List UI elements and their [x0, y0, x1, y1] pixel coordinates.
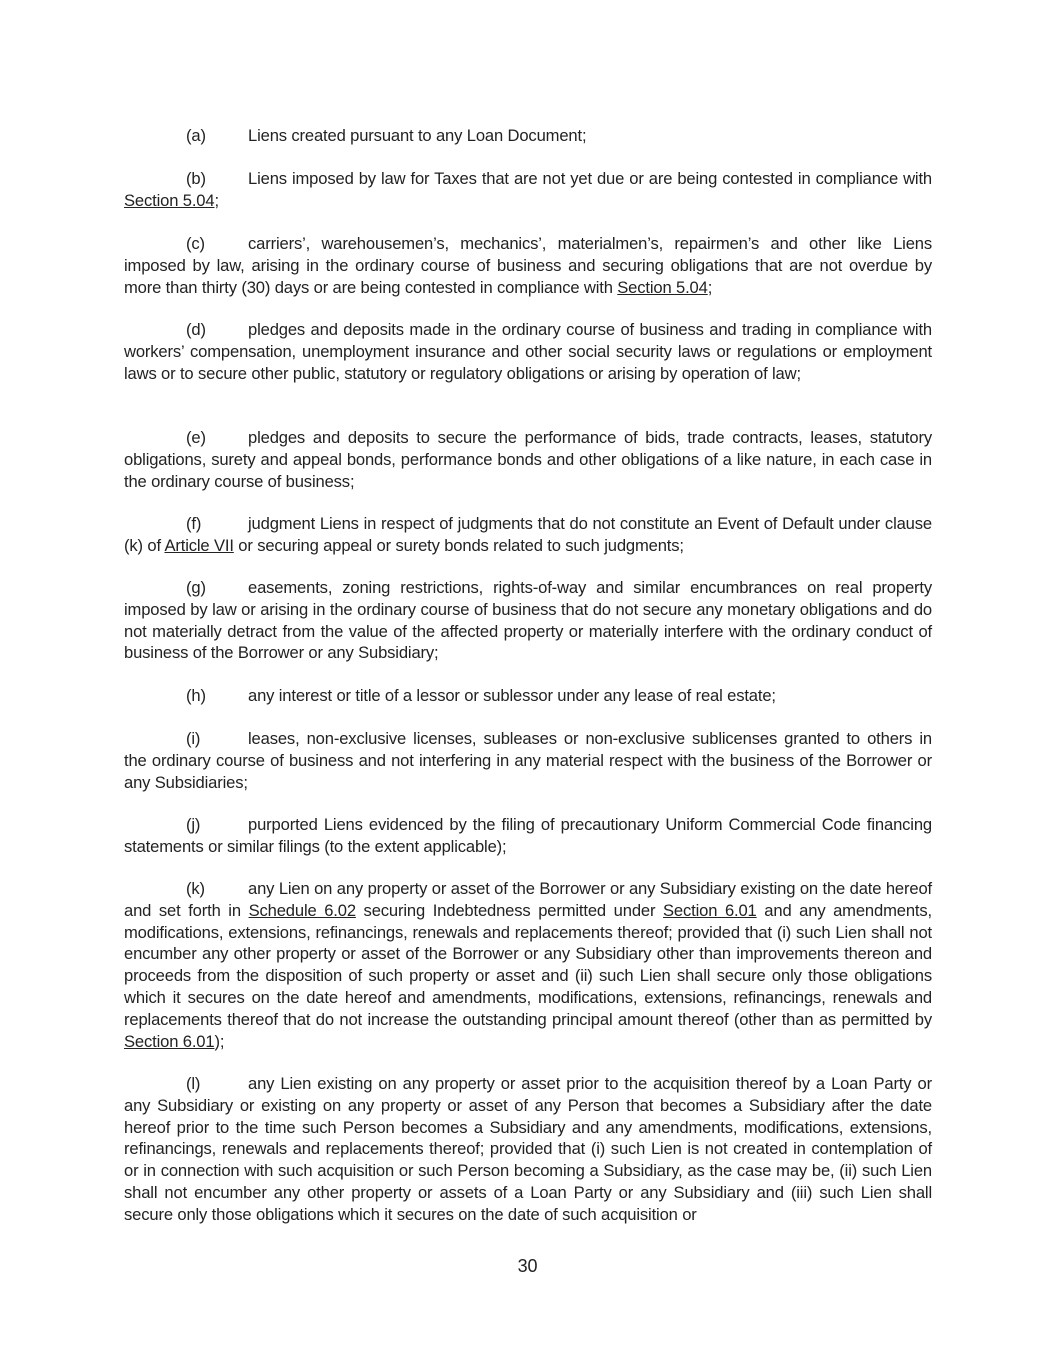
- clause-label: (e): [186, 428, 206, 447]
- clause-j: (j) purported Liens evidenced by the filing of precautionary Uniform Commercial Code financing statements or similar filings (to the extent applicable);: [124, 815, 932, 856]
- clause-b: (b) Liens imposed by law for Taxes that are not yet due or are being contested in compliance with Section 5.04;: [124, 169, 932, 210]
- section-5-04-reference[interactable]: Section 5.04: [124, 190, 215, 210]
- clause-label: (b): [186, 169, 206, 188]
- section-6-01-reference[interactable]: Section 6.01: [124, 1031, 215, 1051]
- section-5-04-reference[interactable]: Section 5.04: [617, 277, 708, 297]
- clause-label: (g): [186, 578, 206, 597]
- article-vii-reference[interactable]: Article VII: [164, 535, 234, 555]
- clause-f: (f) judgment Liens in respect of judgments that do not constitute an Event of Default under clause (k) of Article VII or securing appeal or surety bonds related to such judgments;: [124, 514, 932, 555]
- clause-g: (g) easements, zoning restrictions, rights-of-way and similar encumbrances on real property imposed by law or arising in the ordinary course of business that do not secure any monetary obligations and do not materially detract from the value of the affected property or materially interfere with the ordinary conduct of business of the Borrower or any Subsidiary;: [124, 578, 932, 663]
- page-number: 30: [517, 1256, 538, 1276]
- clause-label: (i): [186, 729, 201, 748]
- clause-e: (e) pledges and deposits to secure the performance of bids, trade contracts, leases, statutory obligations, surety and appeal bonds, performance bonds and other obligations of a like nature, in each case in the ordinary course of business;: [124, 428, 932, 491]
- clause-label: (h): [186, 686, 206, 705]
- clause-label: (j): [186, 815, 201, 834]
- schedule-6-02-reference[interactable]: Schedule 6.02: [248, 900, 356, 920]
- clause-label: (d): [186, 320, 206, 339]
- clause-d: (d) pledges and deposits made in the ordinary course of business and trading in compliance with workers’ compensation, unemployment insurance and other social security laws or regulations or employment laws or to secure other public, statutory or regulatory obligations or arising by operation of law;: [124, 320, 932, 383]
- clause-c: (c) carriers’, warehousemen’s, mechanics’, materialmen’s, repairmen’s and other like Liens imposed by law, arising in the ordinary course of business and securing obligations that are not overdue by more than thirty (30) days or are being contested in compliance with Section 5.04;: [124, 234, 932, 297]
- section-6-01-reference[interactable]: Section 6.01: [663, 900, 757, 920]
- clause-k: (k) any Lien on any property or asset of the Borrower or any Subsidiary existing on the date hereof and set forth in Schedule 6.02 securing Indebtedness permitted under Section 6.01 and any amendments, modifications, extensions, refinancings, renewals and replacements thereof; provided that (i) such Lien shall not encumber any other property or asset of the Borrower or any Subsidiary other than improvements thereon and proceeds from the disposition of such property or asset and (ii) such Lien shall secure only those obligations which it secures on the date hereof and amendments, modifications, extensions, refinancings, renewals and replacements thereof that do not increase the outstanding principal amount thereof (other than as permitted by Section 6.01);: [124, 879, 932, 1051]
- clause-label: (f): [186, 514, 202, 533]
- clause-i: (i) leases, non-exclusive licenses, subleases or non-exclusive sublicenses granted to others in the ordinary course of business and not interfering in any material respect with the business of the Borrower or any Subsidiaries;: [124, 729, 932, 792]
- clause-a: (a) Liens created pursuant to any Loan Document;: [186, 126, 587, 145]
- clause-label: (c): [186, 234, 205, 253]
- clause-h: (h) any interest or title of a lessor or sublessor under any lease of real estate;: [186, 686, 776, 705]
- clause-l: (l) any Lien existing on any property or asset prior to the acquisition thereof by a Loan Party or any Subsidiary or existing on any property or asset of any Person that becomes a Subsidiary after the date hereof prior to the time such Person becomes a Subsidiary and any amendments, modifications, extensions, refinancings, renewals and replacements thereof; provided that (i) such Lien is not created in contemplation of or in connection with such acquisition or such Person becoming a Subsidiary, as the case may be, (ii) such Lien shall not encumber any other property or assets of a Loan Party or any Subsidiary and (iii) such Lien shall secure only those obligations which it secures on the date of such acquisition or: [124, 1074, 932, 1224]
- clause-label: (k): [186, 879, 205, 898]
- clause-label: (a): [186, 126, 206, 145]
- clause-label: (l): [186, 1074, 201, 1093]
